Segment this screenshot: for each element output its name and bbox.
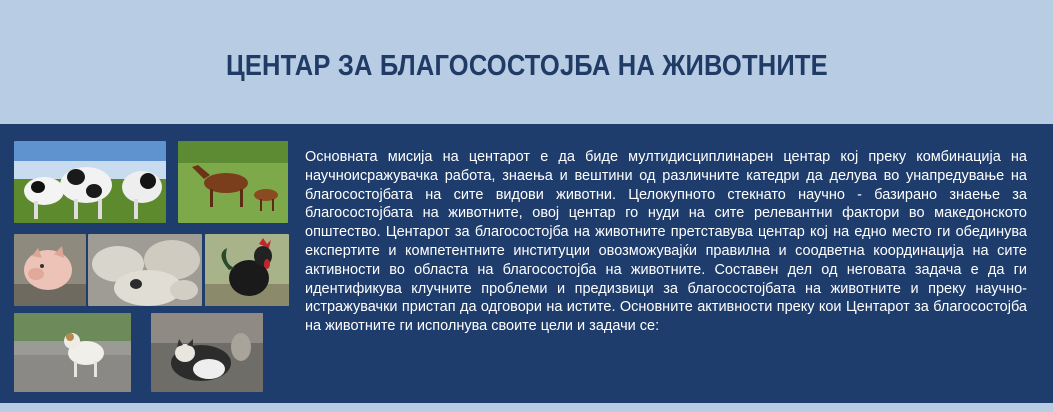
cat-photo: [151, 313, 263, 392]
page-header: [0, 0, 1053, 120]
bottom-strip: [0, 403, 1053, 412]
rooster-photo: [205, 234, 289, 306]
pig-photo: [14, 234, 86, 306]
page-title: ЦЕНТАР ЗА БЛАГОСОСТОЈБА НА ЖИВОТНИТЕ: [225, 49, 828, 82]
horses-photo: [178, 141, 288, 223]
center-description: Основната мисија на центарот е да биде мултидисциплинарен центар кој преку комбинација на научноисражувачка работа, знаења и вештини од различните катедри да делува во унапредување на благосостојбата на сите видови животни. Целокупното стекнато научно - базирано знаење за благосостојбата на животните, овој центар го нуди на сите релевантни фактори во македонското општество. Центарот за благосостојба на животните претставува центар кој на едно место ги обединува експертите и компетентните институции овозможувајќи правилна и соодветна координација на сите активности во областа на благосостојба на животните. Составен дел од неговата задача е да ги идентификува клучните проблеми и предизвици за благосостојбата на животните и преку научно-истражувачки пристап да одговори на истите. Основните активности преку кои Центарот за благосостојба на животните ги исполнува своите цели и задачи се:: [305, 149, 1027, 335]
dog-photo: [14, 313, 131, 392]
content-panel: [0, 124, 1053, 403]
cows-photo: [14, 141, 166, 223]
sheep-photo: [88, 234, 202, 306]
